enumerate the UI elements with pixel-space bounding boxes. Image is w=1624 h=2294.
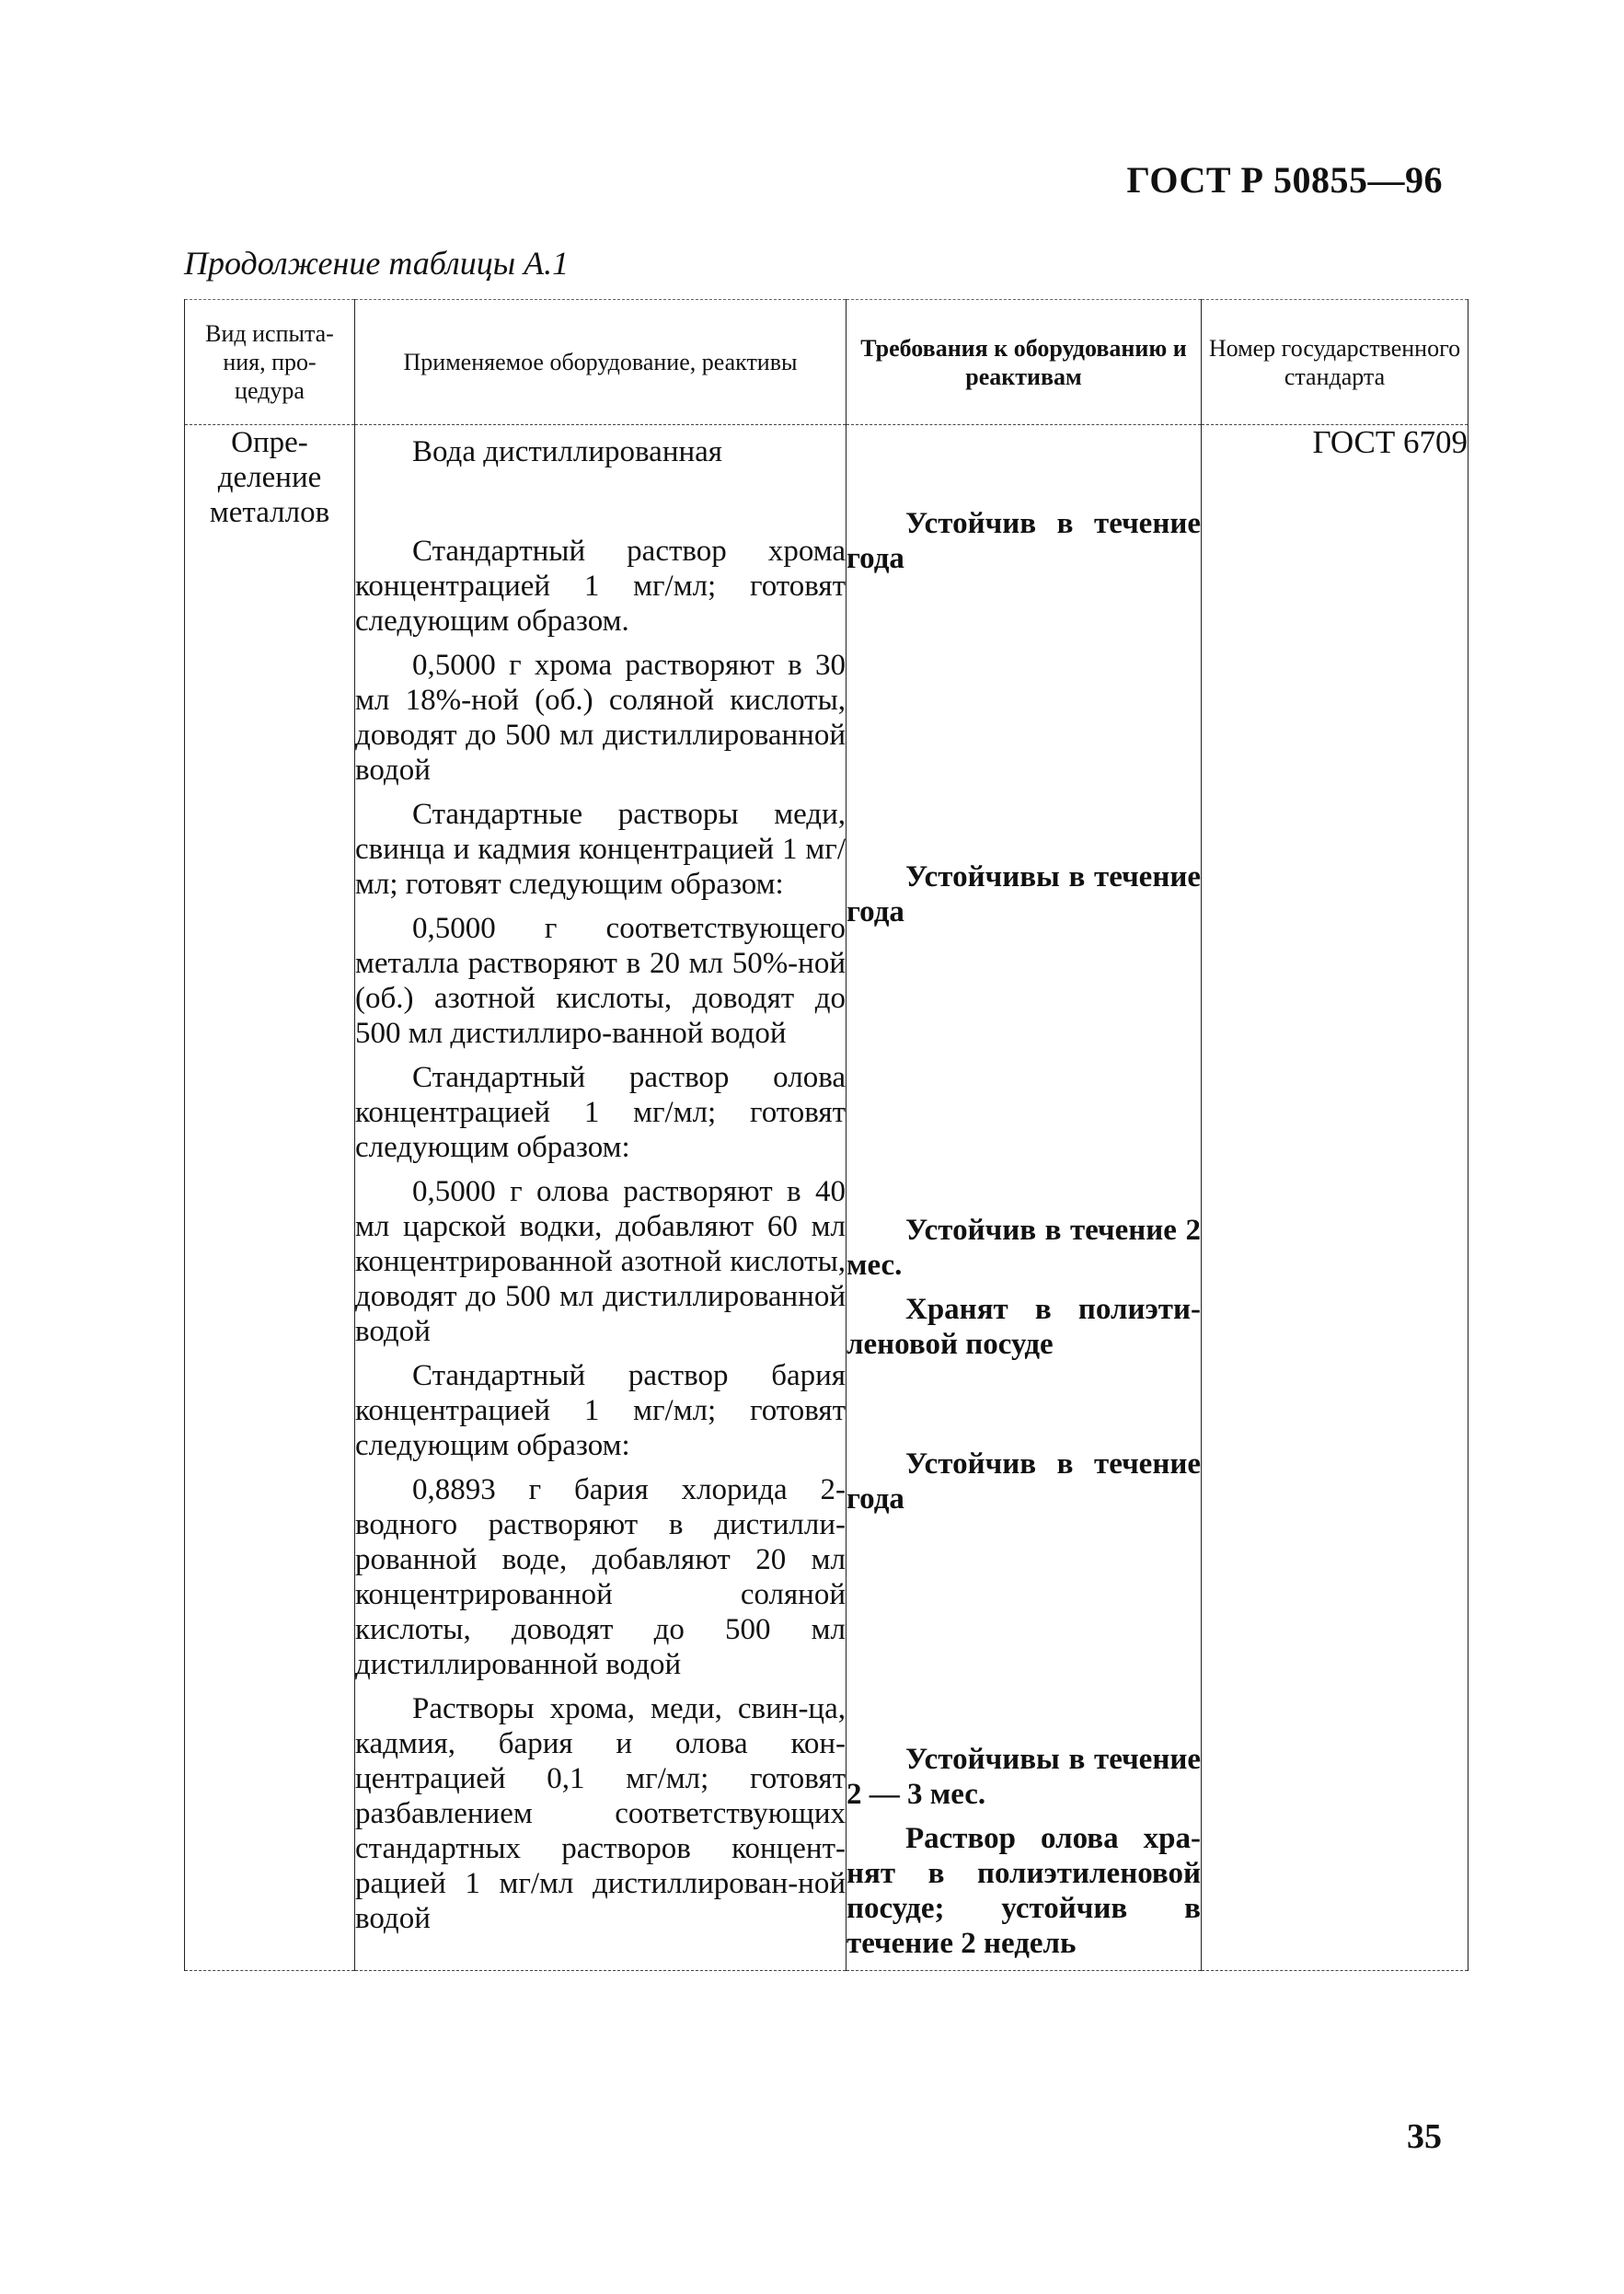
requirement-text: Устойчивы в течение года: [847, 860, 1201, 928]
equipment-text: Стандартный раствор олова концентрацией 1 мг/мл; готовят следующим образом:: [355, 1061, 846, 1164]
procedure-cell: [185, 425, 355, 1971]
requirement-text: Устойчив в течение года: [847, 1447, 1201, 1516]
page-number: 35: [1407, 2117, 1442, 2156]
col-header-equipment: Применяемое оборудование, реактивы: [355, 300, 847, 425]
equipment-text: 0,5000 г олова растворяют в 40 мл царской водки, добавляют 60 мл концентрированной азотной кислоты, доводят до 500 мл дистиллированной водой: [355, 1175, 846, 1348]
table-header-row: [185, 300, 1469, 425]
table-caption: Продолжение таблицы А.1: [184, 245, 570, 282]
equipment-text: 0,5000 г хрома растворяют в 30 мл 18%-ной (об.) соляной кислоты, доводят до 500 мл дистиллированной водой: [355, 649, 846, 787]
requirement-text: Устойчивы в течение 2 — 3 мес.: [847, 1743, 1201, 1811]
col-header-gost: Номер государственного стандарта: [1202, 300, 1469, 425]
gost-number: ГОСТ 6709: [1312, 424, 1468, 460]
equipment-text: Стандартные растворы меди, свинца и кадмия концентрацией 1 мг/мл; готовят следующим образом:: [355, 798, 846, 901]
equipment-text: Растворы хрома, меди, свин-ца, кадмия, бария и олова кон-центрацией 0,1 мг/мл; готовят разбавлением соответствующих стандартных растворов концент-рацией 1 мг/мл дистиллирован-ной водой: [355, 1692, 846, 1935]
requirements-cell: [847, 425, 1202, 1971]
requirement-text: Раствор олова хра-нят в полиэтиленовой посуде; устойчив в течение 2 недель: [847, 1822, 1201, 1960]
equipment-text: 0,5000 г соответствующего металла растворяют в 20 мл 50%-ной (об.) азотной кислоты, доводят до 500 мл дистиллиро-ванной водой: [355, 912, 846, 1050]
equipment-text: Стандартный раствор хрома концентрацией 1 мг/мл; готовят следующим образом.: [355, 535, 846, 638]
procedure-name: Опре-деление металлов: [209, 426, 330, 529]
col-header-requirements: Требования к оборудованию и реактивам: [847, 300, 1202, 425]
equipment-cell: [355, 425, 847, 1971]
table-row: [185, 425, 1469, 1971]
requirement-text: Устойчив в течение 2 мес.: [847, 1214, 1201, 1282]
requirement-text: Хранят в полиэти-леновой посуде: [847, 1293, 1201, 1361]
col-header-procedure: Вид испыта-ния, про-цедура: [185, 300, 355, 425]
requirement-text: Устойчив в течение года: [847, 507, 1201, 575]
standard-header: ГОСТ Р 50855—96: [1126, 159, 1443, 201]
gost-cell: [1202, 425, 1469, 1971]
equipment-text: Стандартный раствор бария концентрацией 1 мг/мл; готовят следующим образом:: [355, 1359, 846, 1462]
equipment-text: 0,8893 г бария хлорида 2-водного растворяют в дистилли-рованной воде, добавляют 20 мл концентрированной соляной кислоты, доводят до 500 мл дистиллированной водой: [355, 1473, 846, 1681]
equipment-text: Вода дистиллированная: [412, 435, 722, 468]
reagents-table: [184, 299, 1469, 1971]
